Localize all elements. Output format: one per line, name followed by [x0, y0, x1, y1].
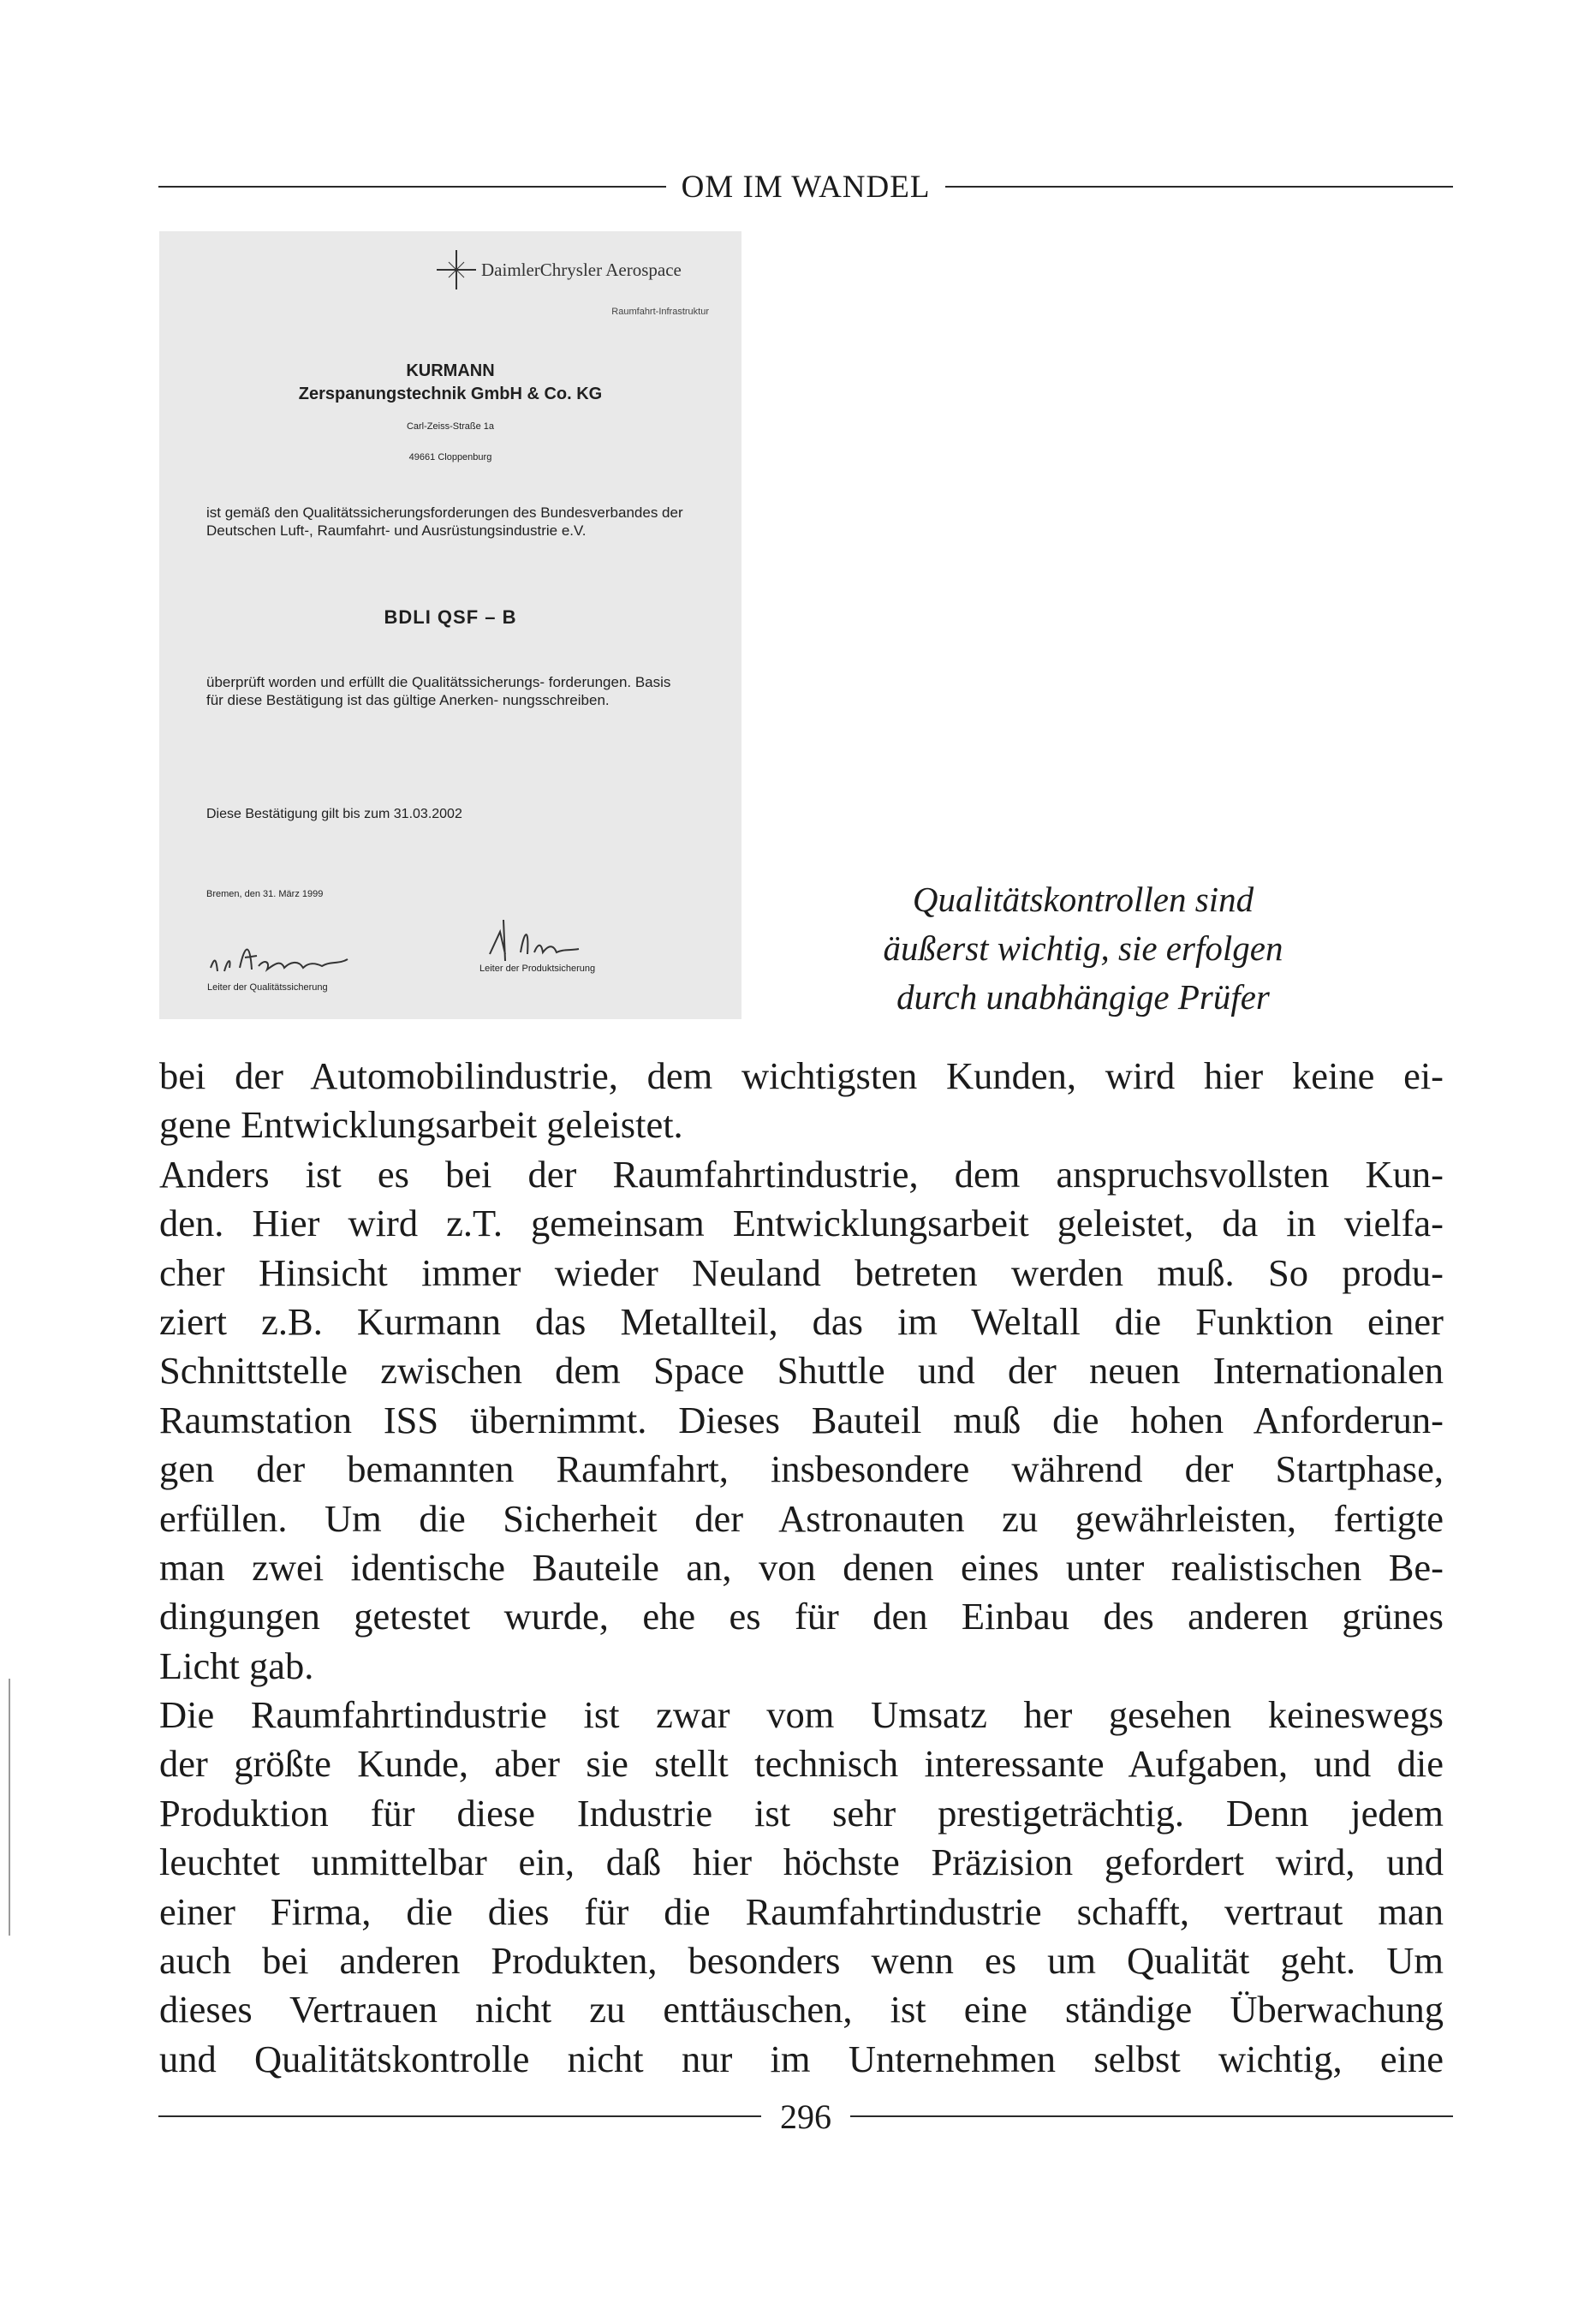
certificate-validity: Diese Bestätigung gilt bis zum 31.03.2002 [206, 807, 462, 821]
certificate-street: Carl-Zeiss-Straße 1a [406, 421, 495, 432]
body-line: dieses Vertrauen nicht zu enttäuschen, ist eine ständige Überwachung [159, 1988, 1444, 2032]
body-line: cher Hinsicht immer wieder Neuland betreten werden muß. So produ- [159, 1250, 1444, 1294]
company-legal-name: Zerspanungstechnik GmbH & Co. KG [298, 385, 603, 403]
body-line: auch bei anderen Produkten, besonders wenn es um Qualität geht. Um [159, 1939, 1444, 1983]
signature-block-right [474, 915, 697, 974]
caption-line: durch unabhängige Prüfer [896, 977, 1270, 1017]
body-line: Die Raumfahrtindustrie ist zwar vom Umsatz her gesehen keineswegs [159, 1693, 1444, 1737]
running-header-title: OM IM WANDEL [681, 169, 931, 205]
certificate-paragraph-1: ist gemäß den Qualitätssicherungsforderungen des Bundesverbandes der Deutschen Luft-, Raumfahrt- und Ausrüstungsindustrie e.V. [206, 504, 683, 539]
body-line: Anders ist es bei der Raumfahrtindustrie, dem anspruchsvollsten Kun- [159, 1152, 1444, 1196]
signature-block-left [202, 934, 425, 993]
certificate-place-date: Bremen, den 31. März 1999 [206, 889, 324, 899]
signatory-left-role: Leiter der Qualitätssicherung [207, 982, 328, 993]
body-line: einer Firma, die dies für die Raumfahrtindustrie schafft, vertraut man [159, 1889, 1444, 1933]
certificate-paragraph-2: überprüft worden und erfüllt die Qualitätssicherungs- forderungen. Basis für diese Bestätigung ist das gültige Anerken- nungsschreiben. [206, 674, 671, 708]
certificate-company [159, 360, 741, 406]
body-line: gen der bemannten Raumfahrt, insbesondere während der Startphase, [159, 1447, 1444, 1491]
body-line: Schnittstelle zwischen dem Space Shuttle und der neuen Internationalen [159, 1349, 1444, 1393]
certificate-brand: DaimlerChrysler Aerospace [481, 259, 682, 280]
certificate-logo [435, 248, 682, 291]
certificate-city: 49661 Cloppenburg [408, 452, 492, 462]
certificate-division: Raumfahrt-Infrastruktur [611, 307, 709, 317]
body-line: Produktion für diese Industrie ist sehr prestigeträchtig. Denn jedem [159, 1791, 1444, 1835]
star-logo-icon [435, 248, 478, 291]
page-footer [158, 2095, 1453, 2138]
body-line: der größte Kunde, aber sie stellt technisch interessante Aufgaben, und die [159, 1742, 1444, 1786]
signatory-right-role: Leiter der Produktsicherung [479, 964, 596, 974]
body-line: gene Entwicklungsarbeit geleistet. [159, 1103, 683, 1147]
certificate-standard: BDLI QSF – B [384, 606, 517, 628]
company-name: KURMANN [406, 361, 495, 380]
caption-line: äußerst wichtig, sie erfolgen [883, 928, 1283, 968]
body-line: bei der Automobilindustrie, dem wichtigsten Kunden, wird hier keine ei- [159, 1054, 1444, 1097]
body-line: dingungen getestet wurde, ehe es für den Einbau des anderen grünes [159, 1595, 1444, 1638]
body-line: Raumstation ISS übernimmt. Dieses Bauteil muß die hohen Anforderun- [159, 1398, 1444, 1441]
header-rule-left [158, 186, 666, 188]
body-line: den. Hier wird z.T. gemeinsam Entwicklungsarbeit geleistet, da in vielfa- [159, 1202, 1444, 1245]
scan-margin-mark [9, 1679, 10, 1936]
body-line: erfüllen. Um die Sicherheit der Astronauten zu gewährleisten, fertigte [159, 1496, 1444, 1540]
body-line: und Qualitätskontrolle nicht nur im Unternehmen selbst wichtig, eine [159, 2037, 1444, 2080]
page-number: 296 [780, 2097, 831, 2136]
body-line: leuchtet unmittelbar ein, daß hier höchste Präzision gefordert wird, und [159, 1841, 1444, 1884]
header-rule-right [945, 186, 1453, 188]
footer-rule-right [850, 2115, 1453, 2117]
image-caption [745, 875, 1421, 1022]
body-text [159, 1052, 1444, 2084]
certificate-image [159, 231, 741, 1019]
running-header [158, 168, 1453, 206]
footer-rule-left [158, 2115, 761, 2117]
handwritten-signature-right [474, 915, 697, 963]
body-line: Licht gab. [159, 1644, 314, 1687]
caption-line: Qualitätskontrollen sind [912, 880, 1254, 919]
body-line: ziert z.B. Kurmann das Metallteil, das im Weltall die Funktion einer [159, 1299, 1444, 1343]
body-line: man zwei identische Bauteile an, von denen eines unter realistischen Be- [159, 1545, 1444, 1589]
handwritten-signature-left [202, 934, 425, 981]
